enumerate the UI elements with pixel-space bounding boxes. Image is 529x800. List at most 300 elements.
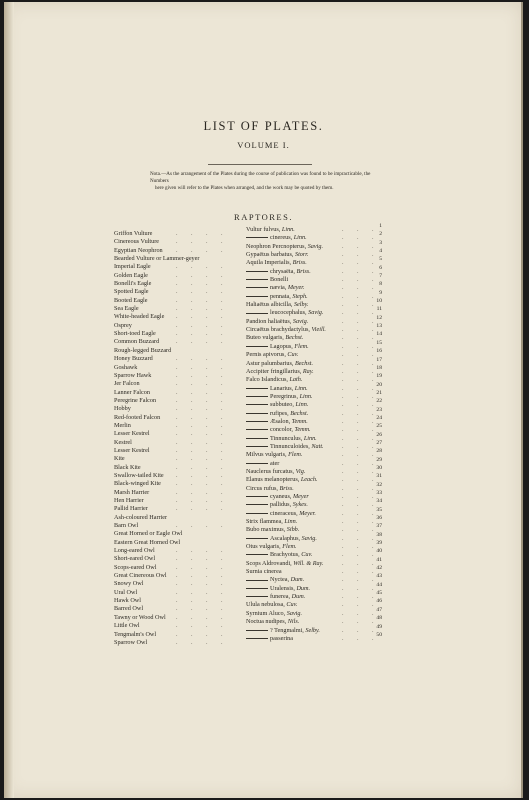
- plate-number: 29: [376, 456, 382, 463]
- common-name: Cinereous Vulture: [114, 238, 160, 246]
- scientific-name: Gypaëtus barbatus,: [246, 251, 294, 259]
- common-name-row: [114, 605, 232, 613]
- leader-dots: . . . .: [176, 456, 229, 463]
- common-name-row: [114, 564, 232, 572]
- authority: Dum.: [296, 584, 311, 592]
- scientific-name-row: [246, 368, 384, 376]
- leader-dots: . . . .: [176, 364, 229, 371]
- common-name: Lesser Kestrel: [114, 430, 150, 438]
- authority: Vig.: [295, 467, 306, 475]
- common-name: Hen Harrier: [114, 497, 144, 504]
- plate-number: 9: [379, 289, 382, 296]
- common-name-row: [114, 372, 232, 380]
- common-name: Golden Eagle: [114, 271, 148, 279]
- ditto-dash: [246, 638, 268, 639]
- leader-dots: . . .: [342, 443, 380, 450]
- leader-dots: . . . .: [176, 406, 229, 413]
- authority: Briss.: [296, 267, 311, 275]
- scientific-name-row: [246, 418, 384, 426]
- common-name: Bearded Vulture or Lammer-geyer: [114, 255, 200, 263]
- authority: Dum.: [290, 576, 305, 584]
- scientific-name-row: [246, 410, 384, 418]
- scientific-name: Tinnunculoides,: [270, 442, 310, 450]
- authority: Linn.: [299, 392, 313, 400]
- scientific-name-row: [246, 618, 384, 626]
- common-name: Booted Eagle: [114, 296, 148, 304]
- scientific-name: Falco Islandicus,: [246, 376, 288, 384]
- scientific-name-row: [246, 351, 384, 359]
- plate-number: 20: [376, 381, 382, 388]
- authority: Briss.: [279, 484, 294, 492]
- common-name-row: [114, 355, 232, 363]
- scientific-name: nævia,: [270, 284, 287, 292]
- leader-dots: . . . .: [176, 356, 229, 363]
- plate-number: 13: [376, 323, 382, 330]
- ditto-dash: [246, 463, 268, 464]
- leader-dots: . . .: [342, 302, 380, 309]
- plate-number: 10: [376, 298, 382, 305]
- common-name: Tengmalm's Owl: [114, 630, 157, 638]
- scientific-names-column: [246, 226, 384, 643]
- plate-numbers-column: [370, 222, 382, 639]
- leader-dots: . . . .: [176, 439, 229, 446]
- plate-number: 46: [376, 598, 382, 605]
- common-name-row: [114, 347, 232, 355]
- leader-dots: . . .: [342, 635, 380, 642]
- leader-dots: . . .: [342, 544, 380, 551]
- common-name-row: [114, 489, 232, 497]
- common-name-row: [114, 247, 232, 255]
- authority: Dum.: [291, 593, 306, 601]
- leader-dots: . . . .: [176, 498, 229, 504]
- common-name: Bonelli's Eagle: [114, 280, 152, 288]
- leader-dots: . . .: [342, 494, 380, 500]
- leader-dots: . . . .: [176, 381, 229, 388]
- scientific-name-row: [246, 485, 384, 493]
- scientific-name-row: [246, 526, 384, 534]
- plate-number: 41: [376, 556, 382, 563]
- authority: Sibb.: [286, 526, 300, 534]
- leader-dots: . . . .: [176, 289, 229, 296]
- scientific-name-row: [246, 376, 384, 384]
- authority: Leach.: [300, 476, 318, 484]
- plate-number: 15: [376, 339, 382, 346]
- common-name: Little Owl: [114, 622, 140, 630]
- common-name-row: [114, 330, 232, 338]
- ditto-dash: [246, 396, 268, 397]
- scientific-name-row: [246, 251, 384, 259]
- common-name-row: [114, 397, 232, 405]
- leader-dots: . . . .: [176, 573, 229, 580]
- common-name-row: [114, 238, 232, 246]
- scientific-name-row: [246, 385, 384, 393]
- scientific-name: Uralensis,: [270, 584, 295, 592]
- leader-dots: . . .: [342, 277, 380, 284]
- leader-dots: . . .: [342, 227, 380, 233]
- common-name-row: [114, 255, 232, 263]
- authority: Selby.: [293, 301, 309, 309]
- leader-dots: . . .: [342, 310, 380, 317]
- scientific-name: cineraceus,: [270, 509, 298, 517]
- plate-number: 28: [376, 448, 382, 455]
- ditto-dash: [246, 513, 268, 514]
- scientific-name-row: [246, 451, 384, 459]
- leader-dots: . . . .: [176, 623, 229, 630]
- scientific-name: Pernis apivorus,: [246, 351, 286, 359]
- plate-number: 45: [376, 590, 382, 597]
- plate-number: 50: [376, 631, 382, 638]
- scientific-name-row: [246, 610, 384, 618]
- plate-number: 2: [379, 231, 382, 238]
- plate-number: 22: [376, 398, 382, 405]
- common-name: Great Cinereous Owl: [114, 572, 167, 580]
- common-name-row: [114, 380, 232, 388]
- common-name-row: [114, 572, 232, 580]
- leader-dots: . . .: [342, 385, 380, 392]
- common-name-row: [114, 338, 232, 346]
- common-name: Sparrow Hawk: [114, 371, 152, 379]
- book-page: [4, 2, 523, 798]
- scientific-name-row: [246, 568, 384, 576]
- common-name-row: [114, 297, 232, 305]
- authority: Will. & Ray.: [293, 559, 324, 567]
- leader-dots: . . .: [342, 502, 380, 509]
- scientific-name-row: [246, 476, 384, 484]
- authority: Meyer: [293, 493, 309, 500]
- scientific-name: leucocephalus,: [270, 309, 307, 317]
- scientific-name: Noctua nudipes,: [246, 618, 287, 626]
- common-name: Common Buzzard: [114, 338, 160, 346]
- scientific-name-row: [246, 426, 384, 434]
- common-name-row: [114, 313, 232, 321]
- common-name: Kite: [114, 455, 125, 463]
- scientific-name: Vultur fulvus,: [246, 226, 281, 233]
- leader-dots: . . .: [342, 594, 380, 601]
- plate-number: 39: [376, 540, 382, 547]
- common-name-row: [114, 539, 232, 547]
- common-name: Merlin: [114, 421, 131, 429]
- common-name-row: [114, 405, 232, 413]
- plate-number: 40: [376, 548, 382, 555]
- leader-dots: . . .: [342, 352, 380, 359]
- leader-dots: . . . .: [176, 598, 229, 605]
- leader-dots: . . .: [342, 519, 380, 526]
- leader-dots: . . .: [342, 327, 380, 334]
- common-name-row: [114, 580, 232, 588]
- leader-dots: . . . .: [176, 556, 229, 563]
- plate-number: 7: [379, 273, 382, 280]
- plate-number: 8: [379, 281, 382, 288]
- leader-dots: . . . .: [176, 422, 229, 429]
- authority: Savig.: [292, 317, 309, 325]
- scientific-name-row: [246, 243, 384, 251]
- common-name: Imperial Eagle: [114, 263, 151, 271]
- common-name: Lesser Kestrel: [114, 446, 150, 454]
- common-name: Barred Owl: [114, 605, 144, 613]
- leader-dots: . . . .: [176, 564, 229, 571]
- common-name: Ash-coloured Harrier: [114, 513, 168, 521]
- common-name-row: [114, 263, 232, 271]
- plate-number: 4: [379, 248, 382, 255]
- scientific-name: Haliaëtus albicilla,: [246, 301, 293, 309]
- plate-number: 36: [376, 515, 382, 522]
- common-name-row: [114, 589, 232, 597]
- scientific-name: Elanus melanopterus,: [246, 476, 300, 484]
- leader-dots: . . .: [342, 293, 380, 300]
- common-name-row: [114, 597, 232, 605]
- scientific-name: Syrnium Aluco,: [246, 609, 286, 617]
- leader-dots: . . . .: [176, 414, 229, 421]
- common-name: Rough-legged Buzzard: [114, 346, 172, 354]
- common-name: Black-winged Kite: [114, 480, 161, 488]
- common-name-row: [114, 322, 232, 330]
- authority: Steph.: [292, 292, 308, 300]
- plate-number: 3: [379, 239, 382, 246]
- authority: Cuv.: [287, 351, 299, 359]
- authority: Flem.: [288, 451, 303, 459]
- scientific-name: Pandion haliaëtus,: [246, 317, 292, 325]
- scientific-name-row: [246, 460, 384, 468]
- scientific-name: ater: [270, 459, 280, 467]
- common-name: Scops-eared Owl: [114, 563, 157, 571]
- common-name-row: [114, 547, 232, 555]
- common-name-row: [114, 272, 232, 280]
- ditto-dash: [246, 271, 268, 272]
- scientific-name-row: [246, 276, 384, 284]
- leader-dots: . . . .: [176, 247, 229, 254]
- leader-dots: . . . .: [176, 339, 229, 346]
- leader-dots: . . . .: [176, 372, 229, 379]
- ditto-dash: [246, 630, 268, 631]
- common-name: Marsh Harrier: [114, 488, 150, 496]
- note-line-1: —As the arrangement of the Plates during the course of publication was found to be impracticable, the Numbers: [150, 171, 371, 184]
- scientific-name-row: [246, 627, 384, 635]
- authority: Linn.: [295, 401, 309, 409]
- leader-dots: . . .: [342, 343, 380, 350]
- authority: Storr.: [294, 251, 309, 259]
- authority: Bechst.: [290, 409, 309, 417]
- common-name-row: [114, 622, 232, 630]
- common-name: Kestrel: [114, 438, 132, 446]
- authority: Meyer.: [299, 509, 316, 517]
- ditto-dash: [246, 596, 268, 597]
- authority: Cuv.: [286, 601, 298, 609]
- scientific-name: cinereus,: [270, 234, 293, 242]
- leader-dots: . . .: [342, 360, 380, 367]
- scientific-name: Bonelli: [270, 276, 289, 284]
- leader-dots: . . .: [342, 285, 380, 292]
- leader-dots: . . .: [342, 377, 380, 384]
- common-name: Ural Owl: [114, 588, 138, 596]
- scientific-name-row: [246, 393, 384, 401]
- common-names-column: [114, 230, 232, 647]
- authority: Linn.: [293, 234, 307, 242]
- leader-dots: . . .: [342, 368, 380, 375]
- common-name-row: [114, 631, 232, 639]
- authority: Sykes.: [292, 501, 308, 509]
- scientific-name: pennata,: [270, 292, 291, 300]
- common-name: Red-footed Falcon: [114, 413, 161, 421]
- scientific-name: Lanarius,: [270, 384, 294, 392]
- leader-dots: . . .: [342, 243, 380, 250]
- scientific-name: Otus vulgaris,: [246, 543, 281, 551]
- plate-number: 24: [376, 414, 382, 421]
- common-name: Hobby: [114, 405, 131, 413]
- scientific-name-row: [246, 560, 384, 568]
- leader-dots: . . .: [342, 452, 380, 459]
- plate-number: 18: [376, 364, 382, 371]
- plate-number: 42: [376, 565, 382, 572]
- scientific-name-row: [246, 334, 384, 342]
- ditto-dash: [246, 504, 268, 505]
- leader-dots: . . . .: [176, 331, 229, 338]
- plate-number: 37: [376, 523, 382, 530]
- plate-number: 47: [376, 606, 382, 613]
- scientific-name: Accipiter fringillarius,: [246, 367, 302, 375]
- common-name-row: [114, 430, 232, 438]
- scientific-name: Aquila Imperialis,: [246, 259, 292, 267]
- scientific-name: Nyctea,: [270, 576, 290, 584]
- common-name: Long-eared Owl: [114, 547, 155, 555]
- leader-dots: . . .: [342, 527, 380, 534]
- authority: Savig.: [307, 242, 323, 250]
- plate-number: 44: [376, 581, 382, 588]
- leader-dots: . . . .: [176, 447, 229, 454]
- leader-dots: . . . .: [176, 322, 229, 329]
- plate-number: 12: [376, 314, 382, 321]
- ditto-dash: [246, 421, 268, 422]
- common-name-row: [114, 505, 232, 513]
- scientific-name-row: [246, 301, 384, 309]
- plate-number: 25: [376, 423, 382, 430]
- leader-dots: . . .: [342, 460, 380, 467]
- scientific-name-row: [246, 343, 384, 351]
- scientific-name-row: [246, 535, 384, 543]
- scientific-name: concolor,: [270, 426, 293, 434]
- common-name: Peregrine Falcon: [114, 396, 157, 404]
- common-name-row: [114, 455, 232, 463]
- ditto-dash: [246, 496, 268, 497]
- common-name: Pallid Harrier: [114, 505, 148, 513]
- scientific-name-row: [246, 635, 384, 643]
- scientific-name-row: [246, 510, 384, 518]
- scientific-name-row: [246, 585, 384, 593]
- common-name: Osprey: [114, 321, 132, 329]
- plate-number: 31: [376, 473, 382, 480]
- common-name: Spotted Eagle: [114, 288, 149, 296]
- scientific-name: Buteo vulgaris,: [246, 334, 284, 342]
- common-name: White-headed Eagle: [114, 313, 165, 321]
- scientific-name-row: [246, 234, 384, 242]
- leader-dots: . . . .: [176, 272, 229, 279]
- common-name-row: [114, 464, 232, 472]
- ditto-dash: [246, 580, 268, 581]
- authority: Vieill.: [311, 326, 326, 334]
- header-rule: [208, 164, 312, 165]
- leader-dots: . . .: [342, 477, 380, 484]
- common-name: Short-toed Eagle: [114, 330, 156, 338]
- common-name-row: [114, 514, 232, 522]
- leader-dots: . . .: [342, 402, 380, 409]
- scientific-name: rufipes,: [270, 409, 289, 417]
- leader-dots: . . .: [342, 569, 380, 576]
- plate-number: 33: [376, 490, 382, 496]
- plate-number: 48: [376, 615, 382, 622]
- scientific-name-row: [246, 401, 384, 409]
- ditto-dash: [246, 413, 268, 414]
- leader-dots: . . . .: [176, 306, 229, 313]
- scientific-name: chrysaëta,: [270, 267, 295, 275]
- scientific-name-row: [246, 443, 384, 451]
- scientific-name-row: [246, 501, 384, 509]
- common-name: Barn Owl: [114, 522, 139, 530]
- authority: Temm.: [294, 426, 311, 434]
- common-name: Great Horned or Eagle Owl: [114, 530, 183, 538]
- common-name: Jer Falcon: [114, 380, 140, 388]
- authority: Briss.: [292, 259, 307, 267]
- common-name-row: [114, 305, 232, 313]
- leader-dots: . . .: [342, 410, 380, 417]
- common-name-row: [114, 447, 232, 455]
- common-name-row: [114, 422, 232, 430]
- leader-dots: . . .: [342, 577, 380, 584]
- ditto-dash: [246, 296, 268, 297]
- scientific-name: Brachyotus,: [270, 551, 300, 559]
- leader-dots: . . .: [342, 610, 380, 617]
- authority: Nils.: [287, 618, 300, 626]
- scientific-name: Ascalaphus,: [270, 534, 301, 542]
- authority: Flem.: [282, 543, 297, 551]
- leader-dots: . . . .: [176, 631, 229, 638]
- scientific-name: Bubo maximus,: [246, 526, 286, 534]
- plate-number: 49: [376, 623, 382, 630]
- plate-number: 16: [376, 348, 382, 355]
- ditto-dash: [246, 588, 268, 589]
- leader-dots: . . . .: [176, 264, 229, 271]
- common-name-row: [114, 614, 232, 622]
- common-name-row: [114, 280, 232, 288]
- scientific-name-row: [246, 518, 384, 526]
- scientific-name: ? Tengmalmi,: [270, 626, 304, 634]
- scientific-name-row: [246, 268, 384, 276]
- common-name-row: [114, 439, 232, 447]
- common-name-row: [114, 288, 232, 296]
- ditto-dash: [246, 554, 268, 555]
- leader-dots: . . . .: [176, 472, 229, 479]
- scientific-name-row: [246, 493, 384, 501]
- ditto-dash: [246, 313, 268, 314]
- scientific-name: pallidus,: [270, 501, 292, 509]
- scientific-name: Circaëtus brachydactylus,: [246, 326, 310, 334]
- scientific-name-row: [246, 551, 384, 559]
- leader-dots: . . .: [342, 468, 380, 475]
- common-name-row: [114, 530, 232, 538]
- plate-number: 11: [376, 306, 382, 313]
- scientific-name: cyaneus,: [270, 493, 292, 500]
- scientific-name: passerina: [270, 634, 294, 642]
- common-name: Eastern Great Horned Owl: [114, 538, 181, 546]
- plate-number: 35: [376, 506, 382, 513]
- authority: Flem.: [294, 342, 309, 350]
- authority: Natt.: [311, 442, 324, 450]
- leader-dots: . . . .: [176, 431, 229, 438]
- scientific-name-row: [246, 293, 384, 301]
- authority: Linn.: [281, 226, 295, 233]
- authority: Temm.: [291, 417, 308, 425]
- scientific-name: Milvus vulgaris,: [246, 451, 287, 459]
- common-name: Tawny or Wood Owl: [114, 613, 166, 621]
- scientific-name: Neophron Percnopterus,: [246, 242, 307, 250]
